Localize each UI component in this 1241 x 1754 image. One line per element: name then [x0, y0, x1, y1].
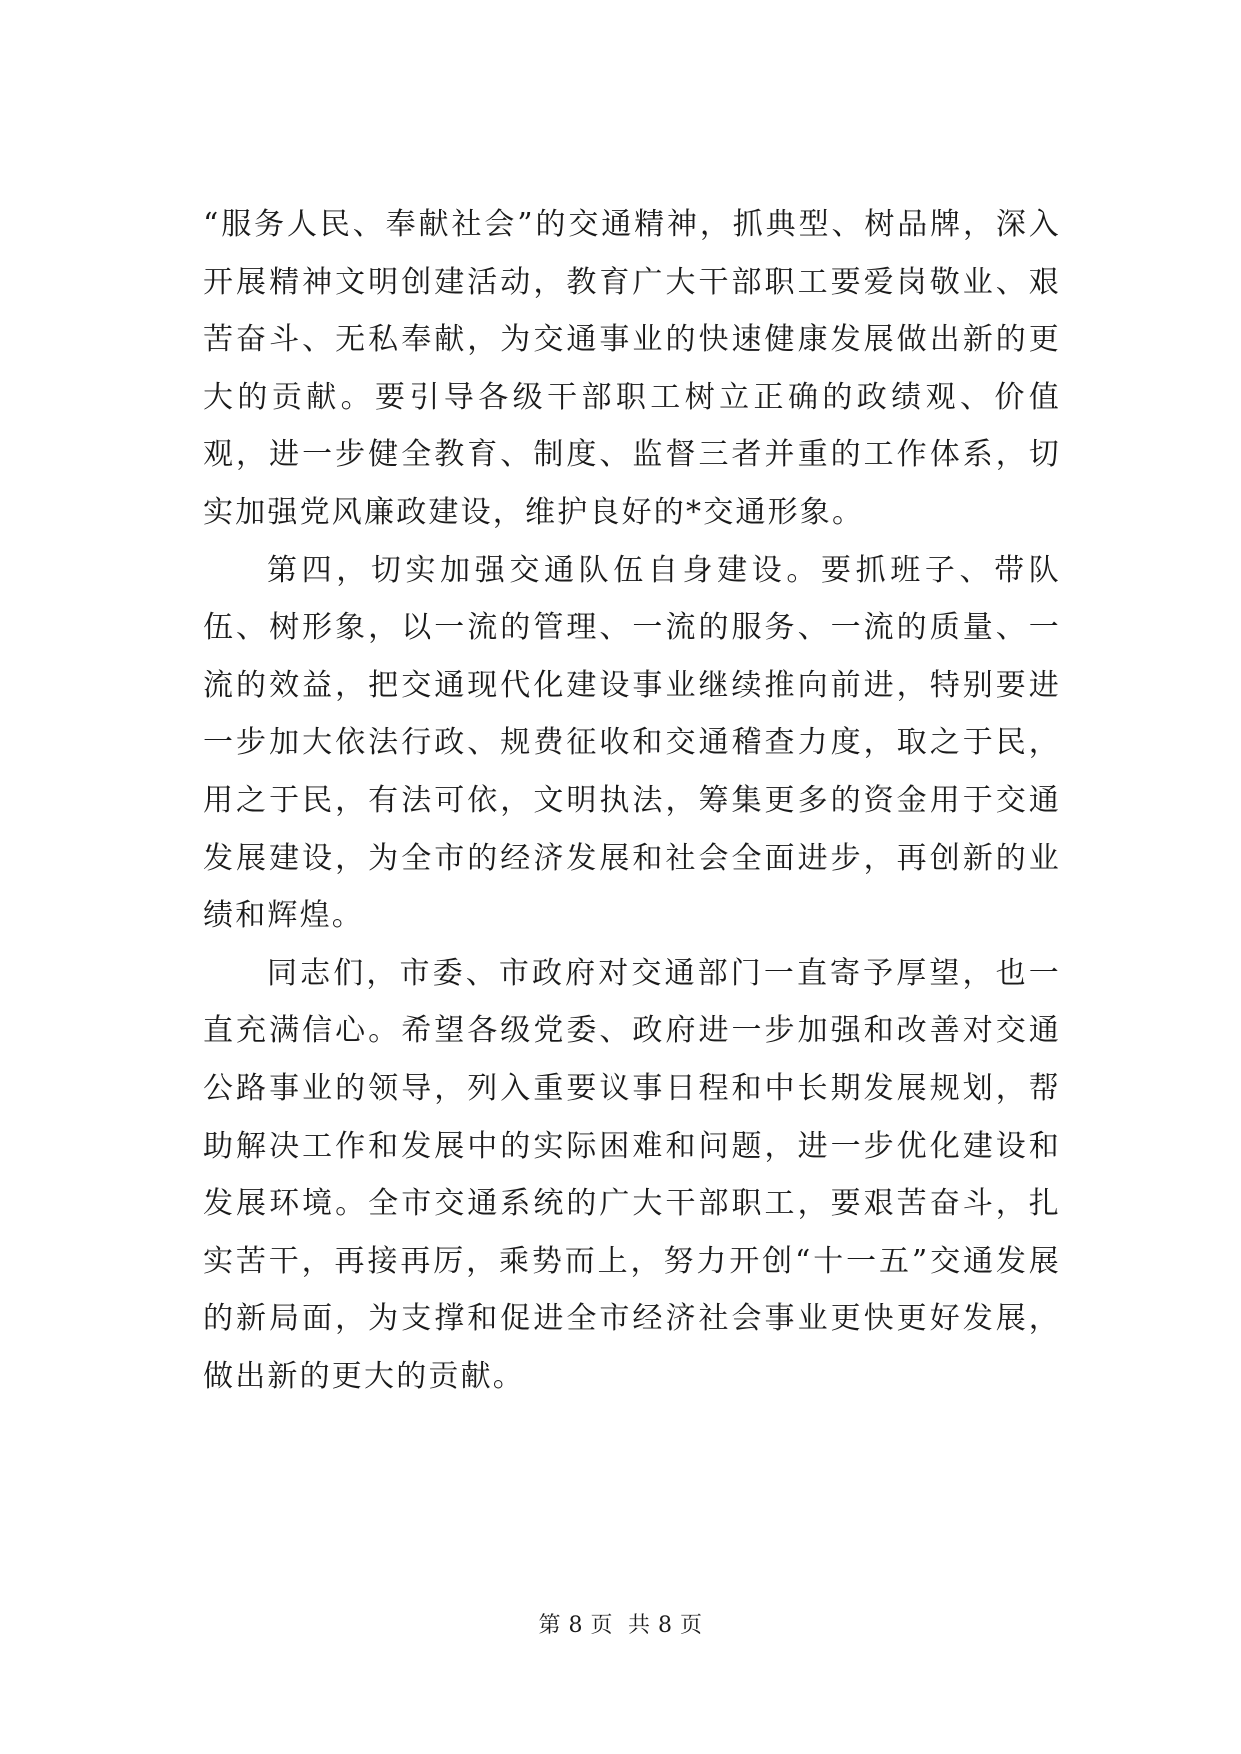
paragraph-3: 同志们，市委、市政府对交通部门一直寄予厚望，也一直充满信心。希望各级党委、政府进一步加强和改善对交通公路事业的领导，列入重要议事日程和中长期发展规划，帮助解决工作和发展中的实际困难和问题，进一步优化建设和发展环境。全市交通系统的广大干部职工，要艰苦奋斗，扎实苦干，再接再厉，乘势而上，努力开创“十一五”交通发展的新局面，为支撑和促进全市经济社会事业更快更好发展，做出新的更大的贡献。 [203, 955, 1061, 1394]
paragraph-1: “服务人民、奉献社会”的交通精神，抓典型、树品牌，深入开展精神文明创建活动，教育广大干部职工要爱岗敬业、艰苦奋斗、无私奉献，为交通事业的快速健康发展做出新的更大的贡献。要引导各级干部职工树立正确的政绩观、价值观，进一步健全教育、制度、监督三者并重的工作体系，切实加强党风廉政建设，维护良好的*交通形象。 [203, 207, 1061, 530]
page-footer [0, 1608, 1241, 1639]
paragraph-2: 第四，切实加强交通队伍自身建设。要抓班子、带队伍、树形象，以一流的管理、一流的服务、一流的质量、一流的效益，把交通现代化建设事业继续推向前进，特别要进一步加大依法行政、规费征收和交通稽查力度，取之于民，用之于民，有法可依，文明执法，筹集更多的资金用于交通发展建设，为全市的经济发展和社会全面进步，再创新的业绩和辉煌。 [203, 552, 1061, 934]
document-body [203, 196, 1061, 1405]
page-number-label: 第 8 页 共 8 页 [538, 1613, 703, 1638]
